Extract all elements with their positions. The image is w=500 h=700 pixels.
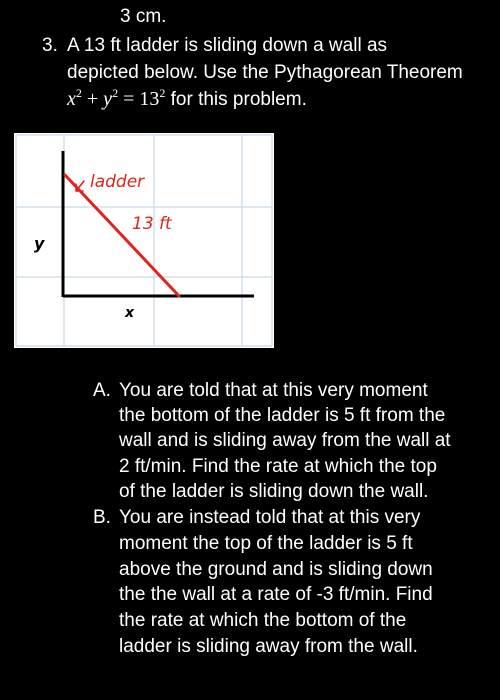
ladder-length-label: 13 ft [132, 214, 172, 234]
equation-tail: for this problem. [170, 89, 307, 110]
previous-problem-fragment: 3 cm. [120, 6, 167, 27]
part-a-line-1: You are told that at this very moment [119, 380, 428, 401]
ladder-line [65, 175, 179, 296]
part-b-line-2: moment the top of the ladder is 5 ft [119, 533, 413, 554]
problem-line-2: depicted below. Use the Pythagorean Theorem [67, 62, 463, 83]
y-axis-label: y [34, 234, 45, 253]
part-b-line-5: the rate at which the bottom of the [119, 610, 407, 631]
part-b-line-1: You are instead told that at this very [119, 507, 421, 528]
part-b-label: B. [93, 507, 111, 528]
part-b-line-4: the the wall at a rate of -3 ft/min. Find [119, 584, 433, 605]
part-a-line-4: 2 ft/min. Find the rate at which the top [119, 456, 437, 477]
ladder-diagram-svg [14, 133, 274, 348]
part-a-line-2: the bottom of the ladder is 5 ft from the [119, 405, 446, 426]
ladder-label: ladder [90, 172, 145, 192]
problem-number: 3. [42, 35, 58, 56]
part-a-line-3: wall and is sliding away from the wall at [119, 430, 451, 451]
part-a-label: A. [93, 380, 111, 401]
pythagorean-equation: $x^2 + y^2 = 13^2$ [67, 86, 166, 110]
diagram-grid [16, 135, 272, 346]
problem-line-1: A 13 ft ladder is sliding down a wall as [67, 35, 388, 56]
part-a-line-5: of the ladder is sliding down the wall. [119, 481, 429, 502]
ladder-diagram [14, 133, 274, 348]
problem-equation-line [67, 87, 307, 112]
part-b-line-3: above the ground and is sliding down [119, 559, 433, 580]
part-b-line-6: ladder is sliding away from the wall. [119, 636, 418, 657]
x-axis-label: x [125, 305, 135, 321]
